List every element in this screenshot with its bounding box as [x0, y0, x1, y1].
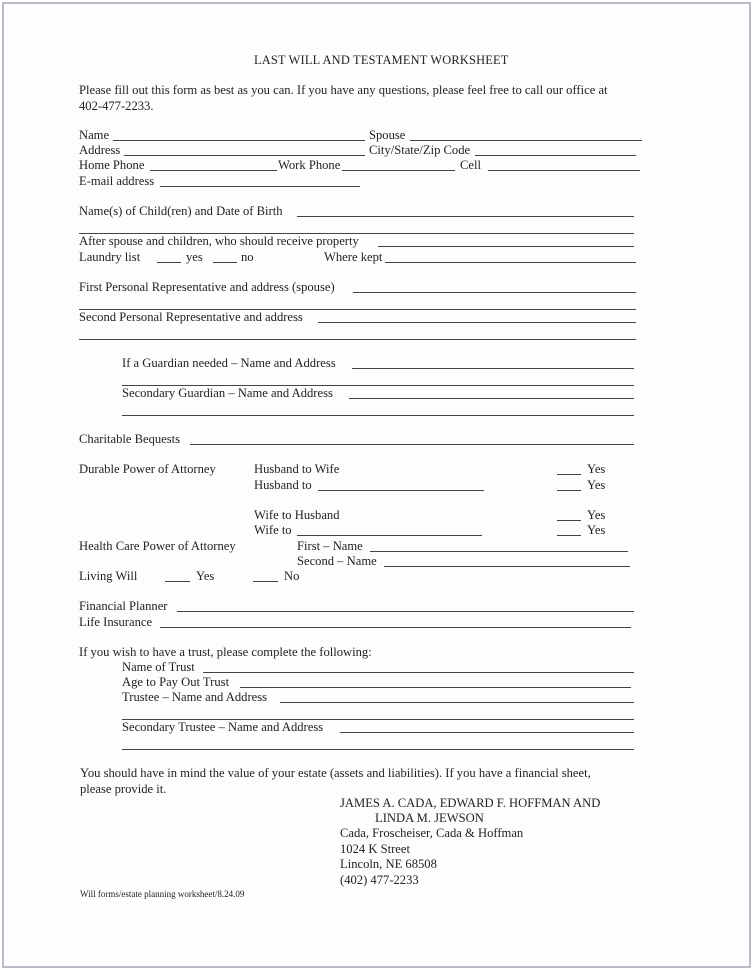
name-field[interactable]: [113, 140, 365, 141]
charitable-label: Charitable Bequests: [79, 432, 181, 446]
home-phone-label: Home Phone: [79, 158, 145, 172]
cell-field[interactable]: [488, 170, 640, 171]
wife-to-yes-blank[interactable]: [557, 535, 581, 536]
cell-label: Cell: [460, 158, 481, 172]
trustee-field[interactable]: [280, 702, 634, 703]
city-state-zip-label: City/State/Zip Code: [369, 143, 471, 157]
health-care-first-field[interactable]: [370, 551, 628, 552]
address-field[interactable]: [124, 155, 365, 156]
firm-phone: (402) 477-2233: [340, 873, 419, 887]
email-label: E-mail address: [79, 174, 155, 188]
trust-intro: If you wish to have a trust, please complete the following:: [79, 645, 372, 659]
email-field[interactable]: [160, 186, 360, 187]
trust-name-field[interactable]: [203, 672, 634, 673]
firm-name: Cada, Froscheiser, Cada & Hoffman: [340, 826, 524, 840]
wife-to-label: Wife to: [254, 523, 292, 537]
laundry-yes-blank[interactable]: [157, 262, 181, 263]
secondary-trustee-field-line-2[interactable]: [122, 749, 634, 750]
living-will-no-blank[interactable]: [253, 581, 278, 582]
name-label: Name: [79, 128, 110, 142]
life-insurance-field[interactable]: [160, 627, 631, 628]
husband-to-wife-yes-blank[interactable]: [557, 474, 581, 475]
second-pr-field[interactable]: [318, 322, 636, 323]
laundry-no-blank[interactable]: [213, 262, 237, 263]
children-field[interactable]: [297, 216, 634, 217]
page-title: LAST WILL AND TESTAMENT WORKSHEET: [254, 53, 509, 67]
firm-attorneys-1: JAMES A. CADA, EDWARD F. HOFFMAN AND: [340, 796, 601, 810]
health-care-second-field[interactable]: [384, 566, 630, 567]
financial-planner-field[interactable]: [177, 611, 634, 612]
health-care-second-label: Second – Name: [297, 554, 377, 568]
firm-attorneys-2: LINDA M. JEWSON: [375, 811, 484, 825]
husband-to-yes: Yes: [587, 478, 606, 492]
charitable-field[interactable]: [190, 444, 634, 445]
laundry-yes-label: yes: [186, 250, 203, 264]
firm-street: 1024 K Street: [340, 842, 410, 856]
health-care-label: Health Care Power of Attorney: [79, 539, 236, 553]
wife-to-husband-yes: Yes: [587, 508, 606, 522]
city-state-zip-field[interactable]: [475, 155, 636, 156]
laundry-list-label: Laundry list: [79, 250, 141, 264]
after-spouse-label: After spouse and children, who should receive property: [79, 234, 359, 248]
home-phone-field[interactable]: [150, 170, 277, 171]
trust-age-label: Age to Pay Out Trust: [122, 675, 230, 689]
first-pr-field[interactable]: [353, 292, 636, 293]
living-will-no: No: [284, 569, 300, 583]
firm-city: Lincoln, NE 68508: [340, 857, 437, 871]
secondary-guardian-field-line-2[interactable]: [122, 415, 634, 416]
living-will-label: Living Will: [79, 569, 138, 583]
secondary-guardian-label: Secondary Guardian – Name and Address: [122, 386, 333, 400]
living-will-yes-blank[interactable]: [165, 581, 190, 582]
trustee-label: Trustee – Name and Address: [122, 690, 268, 704]
trust-age-field[interactable]: [240, 687, 631, 688]
guardian-label: If a Guardian needed – Name and Address: [122, 356, 336, 370]
first-pr-label: First Personal Representative and address (spouse): [79, 280, 335, 294]
wife-to-husband-yes-blank[interactable]: [557, 520, 581, 521]
trust-name-label: Name of Trust: [122, 660, 195, 674]
husband-to-wife-yes: Yes: [587, 462, 606, 476]
life-insurance-label: Life Insurance: [79, 615, 153, 629]
after-spouse-field[interactable]: [378, 246, 634, 247]
husband-to-yes-blank[interactable]: [557, 490, 581, 491]
children-label: Name(s) of Child(ren) and Date of Birth: [79, 204, 283, 218]
financial-planner-label: Financial Planner: [79, 599, 168, 613]
closing-line-1: You should have in mind the value of your estate (assets and liabilities). If you have a financial sheet,: [80, 766, 591, 780]
spouse-field[interactable]: [410, 140, 642, 141]
laundry-no-label: no: [241, 250, 254, 264]
closing-line-2: please provide it.: [80, 782, 167, 796]
secondary-guardian-field[interactable]: [349, 398, 634, 399]
husband-to-field[interactable]: [318, 490, 484, 491]
wife-to-field[interactable]: [297, 535, 482, 536]
where-kept-field[interactable]: [385, 262, 636, 263]
footer-note: Will forms/estate planning worksheet/8.24.09: [80, 889, 245, 899]
second-pr-field-line-2[interactable]: [79, 339, 636, 340]
living-will-yes: Yes: [196, 569, 215, 583]
work-phone-field[interactable]: [342, 170, 455, 171]
dpoa-label: Durable Power of Attorney: [79, 462, 216, 476]
wife-to-husband-label: Wife to Husband: [254, 508, 340, 522]
where-kept-label: Where kept: [324, 250, 383, 264]
husband-to-wife-label: Husband to Wife: [254, 462, 340, 476]
secondary-trustee-label: Secondary Trustee – Name and Address: [122, 720, 324, 734]
intro-line-2: 402-477-2233.: [79, 99, 154, 113]
work-phone-label: Work Phone: [278, 158, 341, 172]
intro-line-1: Please fill out this form as best as you can. If you have any questions, please feel free to call our office at: [79, 83, 608, 97]
second-pr-label: Second Personal Representative and address: [79, 310, 303, 324]
guardian-field[interactable]: [352, 368, 634, 369]
address-label: Address: [79, 143, 121, 157]
spouse-label: Spouse: [369, 128, 406, 142]
wife-to-yes: Yes: [587, 523, 606, 537]
secondary-trustee-field[interactable]: [340, 732, 634, 733]
health-care-first-label: First – Name: [297, 539, 363, 553]
husband-to-label: Husband to: [254, 478, 312, 492]
